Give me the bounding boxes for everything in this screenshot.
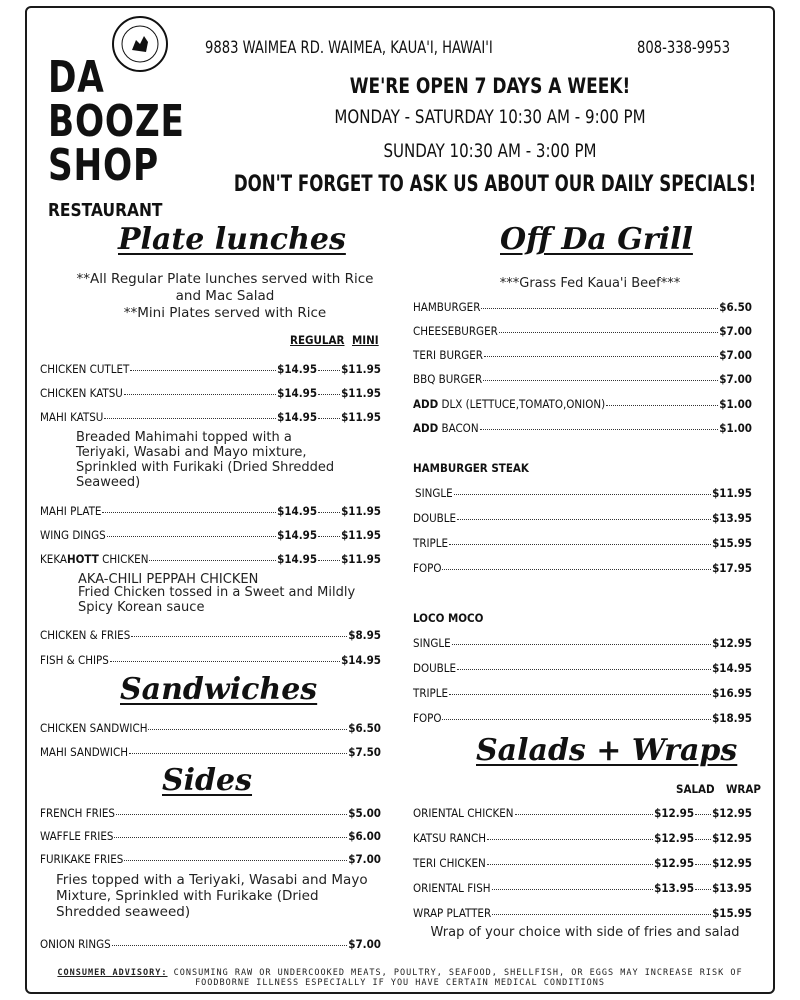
- logo-line-shop: SHOP: [48, 140, 159, 191]
- kekahott-description-2: Fried Chicken tossed in a Sweet and Mildly Spicy Korean sauce: [78, 585, 356, 615]
- menu-item: FOPO $18.95: [413, 711, 752, 725]
- menu-item: KATSU RANCH $12.95 $12.95: [413, 831, 752, 845]
- logo-line-restaurant: RESTAURANT: [48, 200, 163, 221]
- restaurant-logo: [48, 14, 188, 221]
- logo-line-da: DA: [48, 52, 105, 103]
- menu-item: FISH & CHIPS $14.95: [40, 653, 381, 667]
- menu-item: FRENCH FRIES $5.00: [40, 806, 381, 820]
- grill-title: Off Da Grill: [500, 222, 693, 257]
- menu-item: DOUBLE $13.95: [413, 511, 752, 525]
- wrap-platter-description: Wrap of your choice with side of fries and salad: [430, 925, 740, 940]
- menu-item: ORIENTAL CHICKEN $12.95 $12.95: [413, 806, 752, 820]
- grill-note: ***Grass Fed Kaua'i Beef***: [499, 276, 681, 291]
- menu-item: CHICKEN KATSU $14.95 $11.95: [40, 386, 381, 400]
- loco-moco-heading: LOCO MOCO: [413, 611, 484, 625]
- menu-item: CHICKEN CUTLET $14.95 $11.95: [40, 362, 381, 376]
- menu-item: ADD DLX (LETTUCE,TOMATO,ONION) $1.00: [413, 397, 752, 411]
- plate-note-2: and Mac Salad: [175, 288, 275, 304]
- menu-item: SINGLE $11.95: [415, 486, 752, 500]
- menu-item: FURIKAKE FRIES $7.00: [40, 852, 381, 866]
- menu-item: BBQ BURGER $7.00: [413, 372, 752, 386]
- menu-item: CHICKEN & FRIES $8.95: [40, 628, 381, 642]
- menu-item: ONION RINGS $7.00: [40, 937, 381, 951]
- open-notice: WE'RE OPEN 7 DAYS A WEEK!: [349, 74, 631, 98]
- menu-item: TERI BURGER $7.00: [413, 348, 752, 362]
- plate-note-3: **Mini Plates served with Rice: [123, 305, 327, 321]
- menu-item: MAHI KATSU $14.95 $11.95: [40, 410, 381, 424]
- kekahott-description-1: AKA-CHILI PEPPAH CHICKEN: [78, 572, 259, 587]
- shaka-seal-icon: [110, 14, 170, 74]
- menu-item: WAFFLE FRIES $6.00: [40, 829, 381, 843]
- col-mini: MINI: [352, 333, 379, 347]
- menu-item: SINGLE $12.95: [413, 636, 752, 650]
- col-regular: REGULAR: [290, 333, 345, 347]
- sandwiches-title: Sandwiches: [120, 672, 318, 707]
- logo-line-booze: BOOZE: [48, 96, 185, 147]
- address: 9883 WAIMEA RD. WAIMEA, KAUA'I, HAWAI'I: [205, 38, 493, 58]
- plate-note-1: **All Regular Plate lunches served with Rice: [76, 271, 374, 287]
- menu-item: MAHI SANDWICH $7.50: [40, 745, 381, 759]
- menu-item: DOUBLE $14.95: [413, 661, 752, 675]
- menu-item: KEKAHOTT CHICKEN $14.95 $11.95: [40, 552, 381, 566]
- menu-item: CHEESEBURGER $7.00: [413, 324, 752, 338]
- furikake-fries-description: Fries topped with a Teriyaki, Wasabi and Mayo Mixture, Sprinkled with Furikake (Dried Shredded seaweed): [56, 872, 368, 920]
- consumer-advisory: CONSUMER ADVISORY: CONSUMING RAW OR UNDERCOOKED MEATS, POULTRY, SEAFOOD, SHELLFISH, OR EGGS MAY INCREASE RISK OF FOODBORNE ILLNESS ESPECIALLY IF YOU HAVE CERTAIN MEDICAL CONDITIONS: [57, 968, 743, 988]
- phone-number: 808-338-9953: [637, 38, 731, 58]
- menu-item: TERI CHICKEN $12.95 $12.95: [413, 856, 752, 870]
- col-salad: SALAD: [676, 782, 715, 796]
- plate-lunches-title: Plate lunches: [118, 222, 346, 257]
- menu-item: WRAP PLATTER $15.95: [413, 906, 752, 920]
- hamburger-steak-heading: HAMBURGER STEAK: [413, 461, 529, 475]
- menu-item: CHICKEN SANDWICH $6.50: [40, 721, 381, 735]
- menu-item: MAHI PLATE $14.95 $11.95: [40, 504, 381, 518]
- hours-sun: SUNDAY 10:30 AM - 3:00 PM: [383, 140, 597, 162]
- menu-item: FOPO $17.95: [413, 561, 752, 575]
- menu-item: WING DINGS $14.95 $11.95: [40, 528, 381, 542]
- menu-item: TRIPLE $16.95: [413, 686, 752, 700]
- col-wrap: WRAP: [726, 782, 761, 796]
- specials-notice: DON'T FORGET TO ASK US ABOUT OUR DAILY SPECIALS!: [233, 172, 757, 197]
- menu-item: ADD BACON $1.00: [413, 421, 752, 435]
- menu-item: TRIPLE $15.95: [413, 536, 752, 550]
- sides-title: Sides: [162, 763, 253, 798]
- menu-item: HAMBURGER $6.50: [413, 300, 752, 314]
- hours-mon-sat: MONDAY - SATURDAY 10:30 AM - 9:00 PM: [334, 106, 646, 128]
- mahi-katsu-description: Breaded Mahimahi topped with a Teriyaki, Wasabi and Mayo mixture, Sprinkled with Furikaki (Dried Shredded Seaweed): [76, 430, 335, 490]
- menu-item: ORIENTAL FISH $13.95 $13.95: [413, 881, 752, 895]
- salads-wraps-title: Salads + Wraps: [476, 733, 738, 768]
